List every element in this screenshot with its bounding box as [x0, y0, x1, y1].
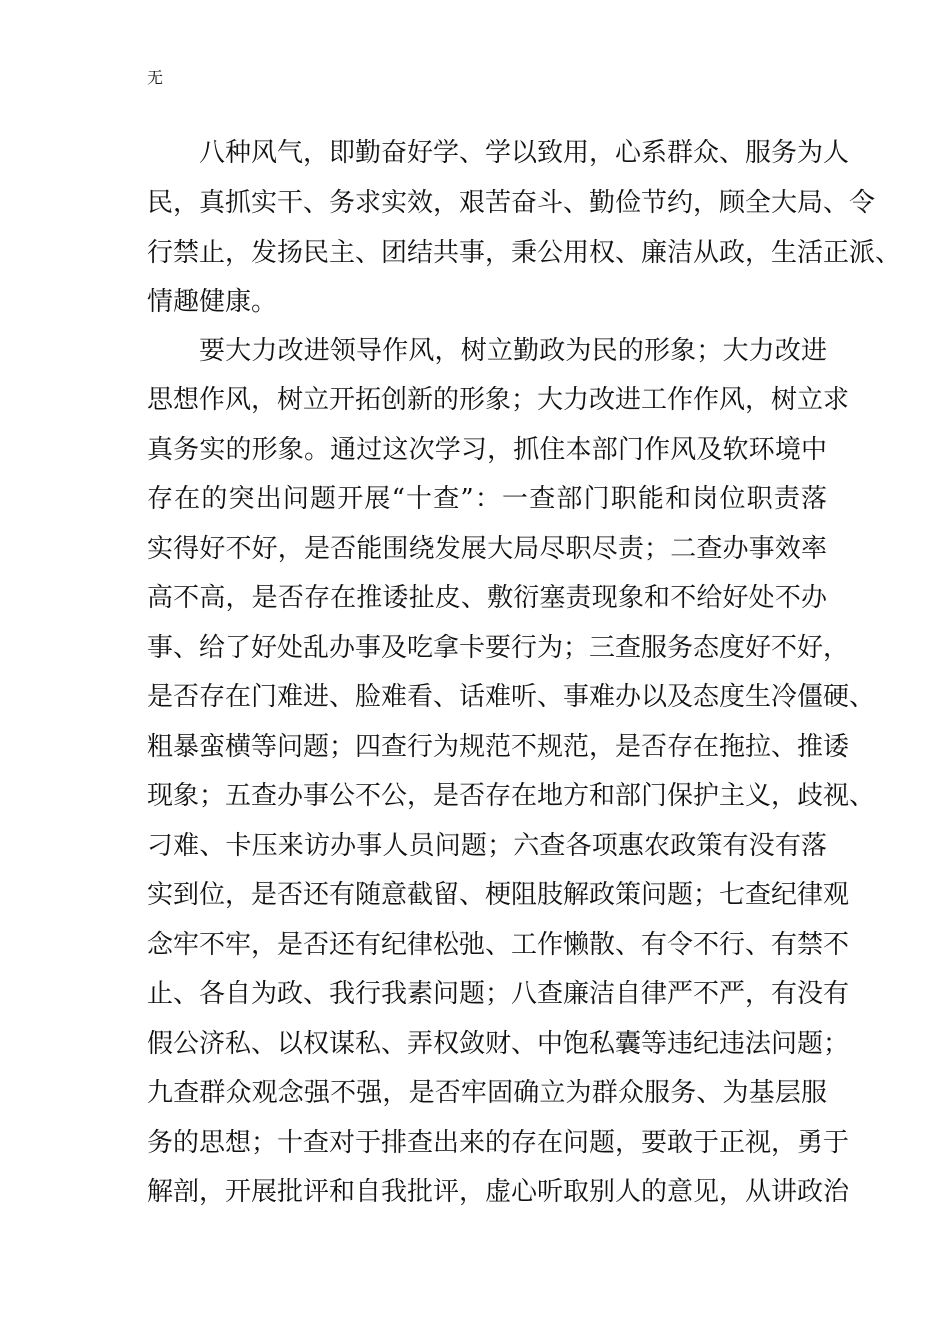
paragraph-2-line: 念牢不牢，是否还有纪律松弛、工作懒散、有令不行、有禁不: [147, 930, 850, 960]
paragraph-2-line: 解剖，开展批评和自我批评，虚心听取别人的意见，从讲政治: [147, 1177, 850, 1207]
paragraph-2-line: 实到位，是否还有随意截留、梗阻肢解政策问题；七查纪律观: [147, 880, 850, 910]
paragraph-2-line: 事、给了好处乱办事及吃拿卡要行为；三查服务态度好不好，: [147, 633, 850, 663]
paragraph-1-line: 八种风气，即勤奋好学、学以致用，心系群众、服务为人: [199, 138, 850, 168]
page-header: 无: [147, 68, 164, 87]
paragraph-2-line: 实得好不好，是否能围绕发展大局尽职尽责；二查办事效率: [147, 534, 827, 564]
paragraph-1-line: 民，真抓实干、务求实效，艰苦奋斗、勤俭节约，顾全大局、令: [147, 188, 876, 218]
paragraph-2-line: 真务实的形象。通过这次学习，抓住本部门作风及软环境中: [147, 435, 827, 465]
paragraph-2-line: 要大力改进领导作风，树立勤政为民的形象；大力改进: [199, 336, 827, 366]
paragraph-1-line: 情趣健康。: [147, 287, 278, 317]
paragraph-2-line: 九查群众观念强不强，是否牢固确立为群众服务、为基层服: [147, 1078, 827, 1108]
paragraph-2-line: 假公济私、以权谋私、弄权敛财、中饱私囊等违纪违法问题；: [147, 1029, 850, 1059]
paragraph-2-line: 务的思想；十查对于排查出来的存在问题，要敢于正视，勇于: [147, 1128, 850, 1158]
paragraph-2-line: 是否存在门难进、脸难看、话难听、事难办以及态度生冷僵硬、: [147, 682, 876, 712]
paragraph-2-line: 存在的突出问题开展“十查”：一查部门职能和岗位职责落: [147, 484, 827, 514]
paragraph-2-line: 粗暴蛮横等问题；四查行为规范不规范，是否存在拖拉、推诿: [147, 732, 850, 762]
paragraph-2-line: 现象；五查办事公不公，是否存在地方和部门保护主义，歧视、: [147, 781, 876, 811]
paragraph-2-line: 止、各自为政、我行我素问题；八查廉洁自律严不严，有没有: [147, 979, 850, 1009]
paragraph-2-line: 刁难、卡压来访办事人员问题；六查各项惠农政策有没有落: [147, 831, 827, 861]
paragraph-2-line: 高不高，是否存在推诿扯皮、敷衍塞责现象和不给好处不办: [147, 583, 827, 613]
paragraph-1-line: 行禁止，发扬民主、团结共事，秉公用权、廉洁从政，生活正派、: [147, 238, 902, 268]
paragraph-2-line: 思想作风，树立开拓创新的形象；大力改进工作作风，树立求: [147, 385, 850, 415]
